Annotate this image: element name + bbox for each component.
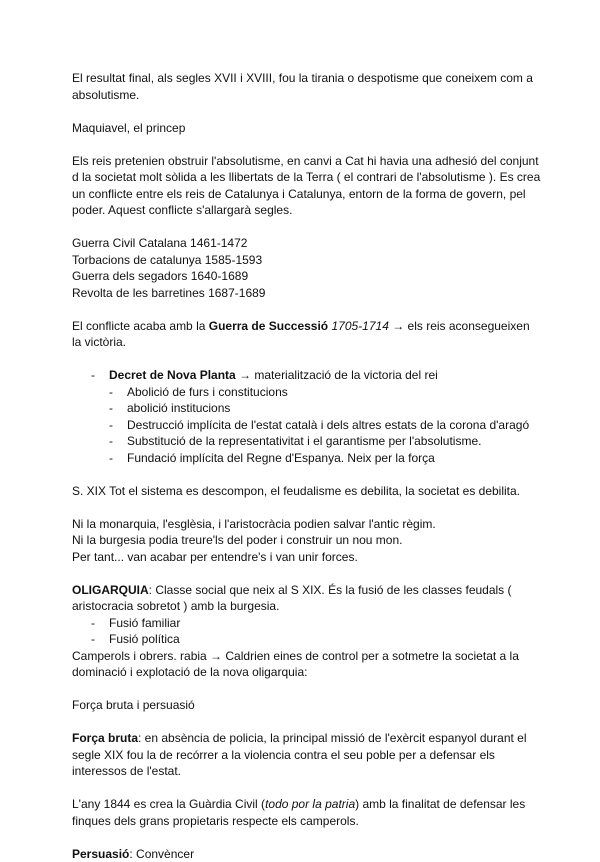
paragraph-successio: El conflicte acaba amb la Guerra de Successió 1705-1714 → els reis aconsegueixen la victòria. [72, 318, 542, 351]
paragraph-forca-persuasio: Força bruta i persuasió [72, 697, 542, 714]
paragraph-maquiavel: Maquiavel, el princep [72, 120, 542, 137]
paragraph-absolutisme: El resultat final, als segles XVII i XVIII, fou la tirania o despotisme que coneixem com a absolutisme. [72, 70, 542, 103]
paragraph-forca-bruta: Força bruta: en absència de policia, la principal missió de l'exèrcit espanyol durant el segle XIX fou la de recórrer a la violencia contra el seu poble per a defensar els interessos de l'estat. [72, 730, 542, 780]
paragraph-guardia-civil: L'any 1844 es crea la Guàrdia Civil (todo por la patria) amb la finalitat de defensar les finques dels grans propietaris respecte els camperols. [72, 796, 542, 829]
paragraph-reis: Els reis pretenien obstruir l'absolutisme, en canvi a Cat hi havia una adhesió del conjunt d la societat molt sòlida a les llibertats de la Terra ( el contrari de l'absolutisme ). Es crea un conflicte entre els reis de Catalunya i Catalunya, entorn de la forma de govern, pel poder. Aquest conflicte s'allargarà segles. [72, 153, 542, 219]
list-item: - Destrucció implícita de l'estat català i dels altres estats de la corona d'aragó [109, 417, 542, 434]
list-item: - Fusió política [91, 631, 542, 648]
list-item: - Abolició de furs i constitucions [109, 384, 542, 401]
forca-bruta-term: Força bruta [72, 731, 138, 745]
paragraph-burgesia: Ni la burgesia podia treure'ls del poder i construir un nou mon. [72, 532, 542, 549]
persuasio-term: Persuasió [72, 847, 129, 861]
paragraph-per-tant: Per tant... van acabar per entendre's i van unir forces. [72, 549, 542, 566]
paragraph-persuasio: Persuasió: Convèncer [72, 846, 542, 862]
conflict-item: Guerra dels segadors 1640-1689 [72, 268, 542, 285]
nova-planta-term: Decret de Nova Planta [109, 368, 236, 382]
conflict-item: Guerra Civil Catalana 1461-1472 [72, 235, 542, 252]
conflict-item: Torbacions de catalunya 1585-1593 [72, 252, 542, 269]
paragraph-monarquia: Ni la monarquia, l'esglèsia, i l'aristocràcia podien salvar l'antic règim. [72, 516, 542, 533]
paragraph-segle-xix: S. XIX Tot el sistema es descompon, el feudalisme es debilita, la societat es debilita. [72, 483, 542, 500]
conflict-list [72, 235, 542, 301]
list-item: - Decret de Nova Planta → materialització de la victoria del rei [91, 367, 542, 384]
paragraph-oligarquia: OLIGARQUIA: Classe social que neix al S XIX. És la fusió de les classes feudals ( aristocracia sobretot ) amb la burgesia. [72, 582, 542, 615]
list-item: - Substitució de la representativitat i el garantisme per l'absolutisme. [109, 433, 542, 450]
successio-term: Guerra de Successió [209, 319, 328, 333]
nova-planta-sublist [72, 384, 542, 467]
guardia-motto: todo por la patria [265, 797, 355, 811]
list-item: - Fusió familiar [91, 615, 542, 632]
oligarquia-list [72, 615, 542, 648]
oligarquia-term: OLIGARQUIA [72, 583, 149, 597]
list-item: - Fundació implícita del Regne d'Espanya. Neix per la força [109, 450, 542, 467]
list-item: - abolició institucions [109, 400, 542, 417]
document-body [72, 70, 542, 862]
successio-dates: 1705-1714 [331, 319, 388, 333]
paragraph-camperols: Camperols i obrers. rabia → Caldrien eines de control per a sotmetre la societat a la dominació i explotació de la nova oligarquia: [72, 648, 542, 681]
nova-planta-list [72, 367, 542, 384]
conflict-item: Revolta de les barretines 1687-1689 [72, 285, 542, 302]
